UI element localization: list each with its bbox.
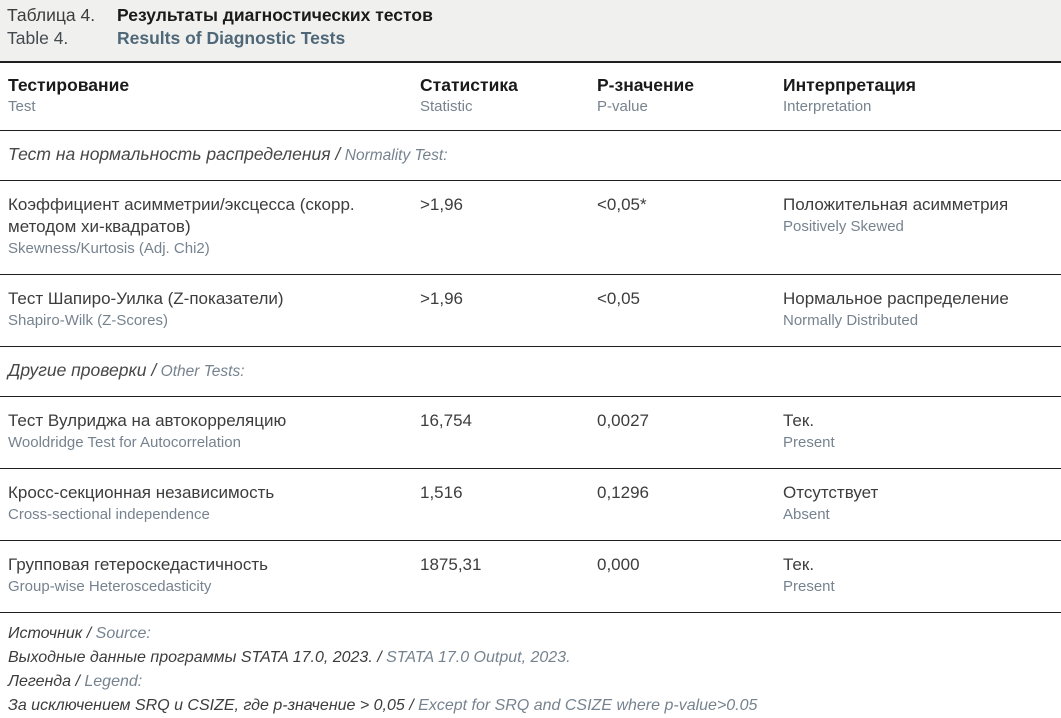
- column-header-interpretation-en: Interpretation: [783, 98, 872, 115]
- table-row-groupwise-heteroscedasticity: [0, 541, 1061, 613]
- column-header-test-ru: Тестирование: [8, 75, 130, 95]
- test-name-en: Wooldridge Test for Autocorrelation: [8, 434, 241, 451]
- interpretation-cell: [783, 194, 1061, 259]
- test-name-cell: [8, 410, 420, 453]
- section-header-other-en: Other Tests:: [160, 363, 245, 380]
- test-name-cell: [8, 194, 420, 259]
- table-title-russian: [7, 4, 1053, 27]
- interpretation-ru: Нормальное распределение: [783, 289, 1009, 308]
- table-title-band: [0, 0, 1061, 63]
- interpretation-en: Present: [783, 578, 835, 595]
- interpretation-en: Positively Skewed: [783, 218, 904, 235]
- pvalue-value: 0,000: [597, 555, 640, 574]
- table-row-cross-sectional: [0, 469, 1061, 541]
- column-header-pvalue-ru: P-значение: [597, 75, 695, 95]
- interpretation-cell: [783, 288, 1061, 331]
- footnote-legend-text: [8, 694, 1053, 718]
- footnote-source-label-ru: Источник /: [8, 625, 92, 642]
- footnote-legend-label: [8, 670, 1053, 694]
- test-name-cell: [8, 554, 420, 597]
- test-name-cell: [8, 482, 420, 525]
- statistic-value: 1,516: [420, 483, 463, 502]
- column-header-pvalue: [597, 74, 783, 130]
- footnote-legend-label-en: Legend:: [84, 673, 143, 690]
- interpretation-cell: [783, 410, 1061, 453]
- test-name-ru: Тест Вулриджа на автокорреляцию: [8, 411, 287, 430]
- footnote-legend-text-ru: За исключением SRQ и CSIZE, где p-значение > 0,05 /: [8, 697, 414, 714]
- test-name-en: Skewness/Kurtosis (Adj. Chi2): [8, 240, 210, 257]
- footnote-source-label-en: Source:: [95, 625, 151, 642]
- interpretation-ru: Отсутствует: [783, 483, 879, 502]
- table-title-english: [7, 27, 1053, 50]
- test-name-ru: Коэффициент асимметрии/эксцесса (скорр. методом хи-квадратов): [8, 195, 355, 236]
- table-row-skewness-kurtosis: [0, 181, 1061, 275]
- interpretation-cell: [783, 482, 1061, 525]
- footnote-source-text-en: STATA 17.0 Output, 2023.: [386, 649, 571, 666]
- section-header-other-ru: Другие проверки /: [8, 360, 157, 380]
- test-name-en: Shapiro-Wilk (Z-Scores): [8, 312, 169, 329]
- test-name-en: Cross-sectional independence: [8, 506, 210, 523]
- footnote-source-text-ru: Выходные данные программы STATA 17.0, 2023. /: [8, 649, 382, 666]
- section-header-normality-ru: Тест на нормальность распределения /: [8, 144, 341, 164]
- table-number-ru: Таблица 4.: [7, 5, 96, 25]
- section-header-normality-en: Normality Test:: [344, 147, 448, 164]
- test-name-cell: [8, 288, 420, 331]
- pvalue-value: 0,1296: [597, 483, 649, 502]
- column-header-statistic-en: Statistic: [420, 98, 473, 115]
- test-name-ru: Групповая гетероскедастичность: [8, 555, 268, 574]
- test-name-ru: Тест Шапиро-Уилка (Z-показатели): [8, 289, 284, 308]
- footnote-legend-label-ru: Легенда /: [8, 673, 80, 690]
- section-header-other-tests: [0, 347, 1061, 397]
- pvalue-value: <0,05*: [597, 195, 647, 214]
- footnote-legend-text-en: Except for SRQ and CSIZE where p-value>0.05: [418, 697, 758, 714]
- statistic-value: 16,754: [420, 411, 472, 430]
- table-title-en-text: Results of Diagnostic Tests: [117, 28, 346, 48]
- column-header-test-en: Test: [8, 98, 36, 115]
- interpretation-cell: [783, 554, 1061, 597]
- table-title-ru-text: Результаты диагностических тестов: [117, 5, 433, 25]
- column-header-interpretation: [783, 74, 1061, 130]
- table-row-shapiro-wilk: [0, 275, 1061, 347]
- column-header-test: [8, 74, 420, 130]
- statistic-value: >1,96: [420, 195, 464, 214]
- table-number-en: Table 4.: [7, 28, 69, 48]
- table-row-wooldridge: [0, 397, 1061, 469]
- statistic-value: 1875,31: [420, 555, 482, 574]
- column-header-pvalue-en: P-value: [597, 98, 648, 115]
- section-header-normality-test: [0, 131, 1061, 181]
- interpretation-en: Present: [783, 434, 835, 451]
- interpretation-ru: Тек.: [783, 411, 815, 430]
- test-name-en: Group-wise Heteroscedasticity: [8, 578, 212, 595]
- interpretation-ru: Тек.: [783, 555, 815, 574]
- pvalue-value: <0,05: [597, 289, 641, 308]
- footnote-source-label: [8, 622, 1053, 646]
- footnote-source-text: [8, 646, 1053, 670]
- pvalue-value: 0,0027: [597, 411, 649, 430]
- test-name-ru: Кросс-секционная независимость: [8, 483, 275, 502]
- table-footnotes: [0, 613, 1061, 718]
- interpretation-ru: Положительная асимметрия: [783, 195, 1009, 214]
- column-header-statistic-ru: Статистика: [420, 75, 518, 95]
- column-header-statistic: [420, 74, 597, 130]
- interpretation-en: Absent: [783, 506, 830, 523]
- column-header-row: [0, 63, 1061, 131]
- interpretation-en: Normally Distributed: [783, 312, 919, 329]
- column-header-interpretation-ru: Интерпретация: [783, 75, 916, 95]
- statistic-value: >1,96: [420, 289, 464, 308]
